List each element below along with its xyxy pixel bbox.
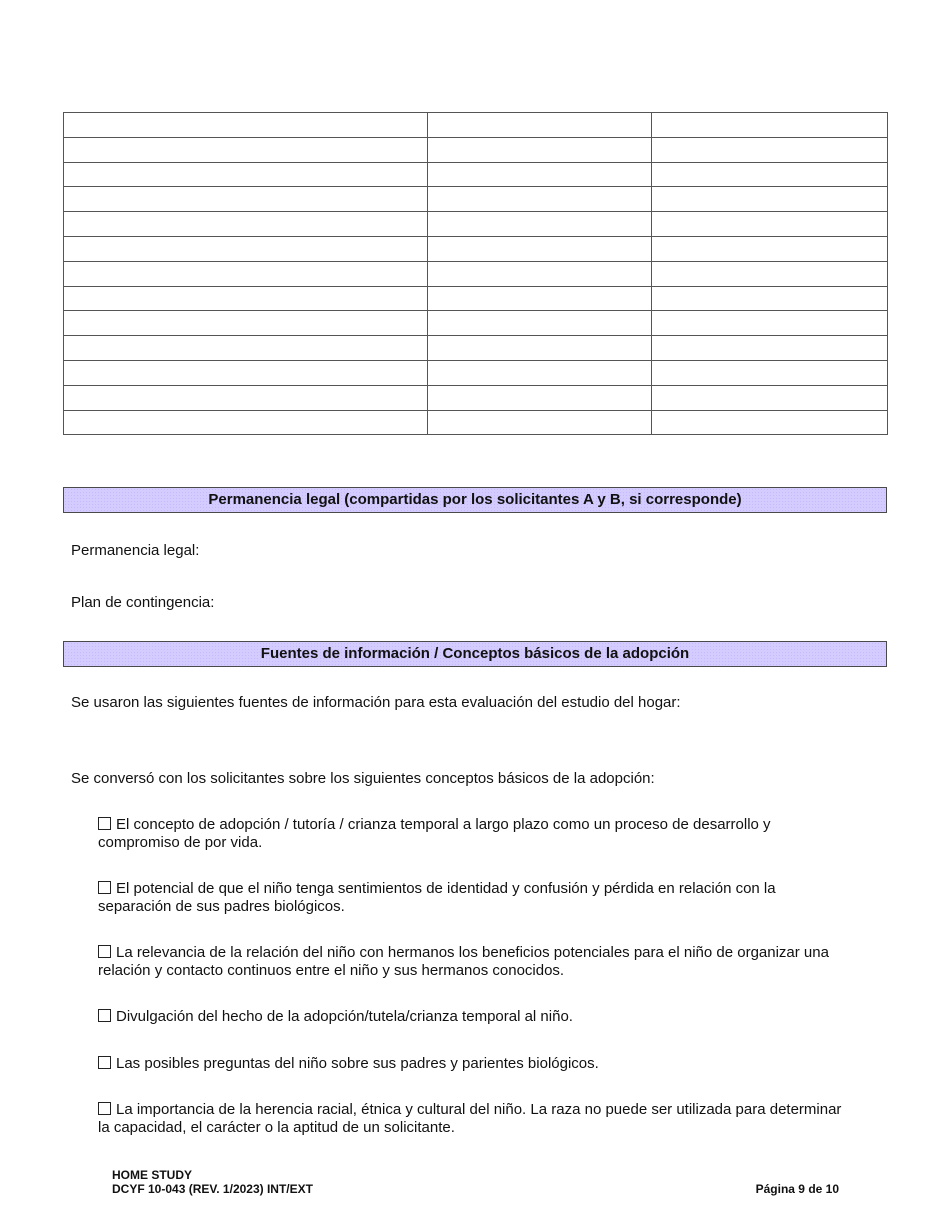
contingency-plan-field: Plan de contingencia: — [71, 594, 215, 611]
table-cell[interactable] — [64, 360, 428, 385]
checkbox-1[interactable] — [98, 817, 111, 830]
checklist-item-4 — [98, 1008, 878, 1026]
checkbox-6[interactable] — [98, 1102, 111, 1115]
sources-text: Se usaron las siguientes fuentes de información para esta evaluación del estudio del hogar: — [71, 694, 681, 711]
table-cell[interactable] — [652, 113, 888, 138]
checklist-item-5 — [98, 1055, 878, 1073]
table-cell[interactable] — [64, 162, 428, 187]
table-row — [64, 212, 888, 237]
table-cell[interactable] — [64, 410, 428, 435]
table-cell[interactable] — [652, 410, 888, 435]
table-cell[interactable] — [428, 212, 652, 237]
checklist-item-2-line2: separación de sus padres biológicos. — [98, 898, 345, 915]
entry-table — [63, 112, 888, 435]
table-row — [64, 336, 888, 361]
table-row — [64, 410, 888, 435]
footer-form-title: HOME STUDY — [112, 1168, 193, 1182]
legal-permanency-heading: Permanencia legal (compartidas por los solicitantes A y B, si corresponde) — [63, 487, 887, 513]
checkbox-5[interactable] — [98, 1056, 111, 1069]
table-cell[interactable] — [652, 286, 888, 311]
checklist-item-1 — [98, 816, 878, 852]
checkbox-4[interactable] — [98, 1009, 111, 1022]
checklist-item-6-line1: La importancia de la herencia racial, étnica y cultural del niño. La raza no puede ser utilizada para determinar — [116, 1101, 842, 1118]
table-cell[interactable] — [428, 336, 652, 361]
table-row — [64, 385, 888, 410]
table-cell[interactable] — [428, 385, 652, 410]
table-row — [64, 311, 888, 336]
footer-form-number: DCYF 10-043 (REV. 1/2023) INT/EXT — [112, 1182, 313, 1196]
table-cell[interactable] — [64, 311, 428, 336]
table-cell[interactable] — [64, 286, 428, 311]
table-row — [64, 360, 888, 385]
table-cell[interactable] — [428, 187, 652, 212]
table-cell[interactable] — [64, 385, 428, 410]
table-cell[interactable] — [652, 162, 888, 187]
table-row — [64, 162, 888, 187]
checklist-item-4-line1: Divulgación del hecho de la adopción/tutela/crianza temporal al niño. — [116, 1008, 573, 1025]
checklist-item-3-line2: relación y contacto continuos entre el niño y sus hermanos conocidos. — [98, 962, 565, 979]
table-row — [64, 137, 888, 162]
legal-permanency-field: Permanencia legal: — [71, 542, 200, 559]
table-row — [64, 187, 888, 212]
table-row — [64, 236, 888, 261]
table-cell[interactable] — [64, 236, 428, 261]
table-cell[interactable] — [652, 385, 888, 410]
table-cell[interactable] — [652, 360, 888, 385]
checkbox-3[interactable] — [98, 945, 111, 958]
table-cell[interactable] — [652, 261, 888, 286]
table-cell[interactable] — [428, 162, 652, 187]
table-cell[interactable] — [428, 113, 652, 138]
table-cell[interactable] — [64, 336, 428, 361]
table-cell[interactable] — [64, 113, 428, 138]
checklist-item-6 — [98, 1101, 878, 1137]
checklist-item-3 — [98, 944, 878, 980]
table-cell[interactable] — [428, 410, 652, 435]
checklist-item-1-line1: El concepto de adopción / tutoría / crianza temporal a largo plazo como un proceso de desarrollo y — [116, 816, 771, 833]
checklist-item-2-line1: El potencial de que el niño tenga sentimientos de identidad y confusión y pérdida en relación con la — [116, 880, 776, 897]
table-row — [64, 286, 888, 311]
table-row — [64, 261, 888, 286]
table-cell[interactable] — [652, 187, 888, 212]
checklist-item-1-line2: compromiso de por vida. — [98, 834, 263, 851]
table-cell[interactable] — [64, 261, 428, 286]
table-cell[interactable] — [428, 261, 652, 286]
table-cell[interactable] — [652, 311, 888, 336]
table-cell[interactable] — [652, 336, 888, 361]
table-cell[interactable] — [428, 311, 652, 336]
table-cell[interactable] — [428, 286, 652, 311]
table-cell[interactable] — [652, 236, 888, 261]
checklist-item-5-line1: Las posibles preguntas del niño sobre sus padres y parientes biológicos. — [116, 1055, 599, 1072]
information-sources-heading: Fuentes de información / Conceptos básicos de la adopción — [63, 641, 887, 667]
concepts-intro-text: Se conversó con los solicitantes sobre los siguientes conceptos básicos de la adopción: — [71, 770, 655, 787]
table-cell[interactable] — [428, 137, 652, 162]
page-number: Página 9 de 10 — [755, 1182, 839, 1196]
checklist-item-6-line2: la capacidad, el carácter o la aptitud de un solicitante. — [98, 1119, 455, 1136]
table-cell[interactable] — [64, 137, 428, 162]
footer-form-info — [112, 1168, 313, 1196]
table-row — [64, 113, 888, 138]
table-cell[interactable] — [64, 187, 428, 212]
table-cell[interactable] — [428, 360, 652, 385]
table-cell[interactable] — [428, 236, 652, 261]
table-cell[interactable] — [652, 212, 888, 237]
checklist-item-3-line1: La relevancia de la relación del niño con hermanos los beneficios potenciales para el niño de organizar una — [116, 944, 829, 961]
checklist-item-2 — [98, 880, 878, 916]
table-cell[interactable] — [652, 137, 888, 162]
table-cell[interactable] — [64, 212, 428, 237]
checkbox-2[interactable] — [98, 881, 111, 894]
